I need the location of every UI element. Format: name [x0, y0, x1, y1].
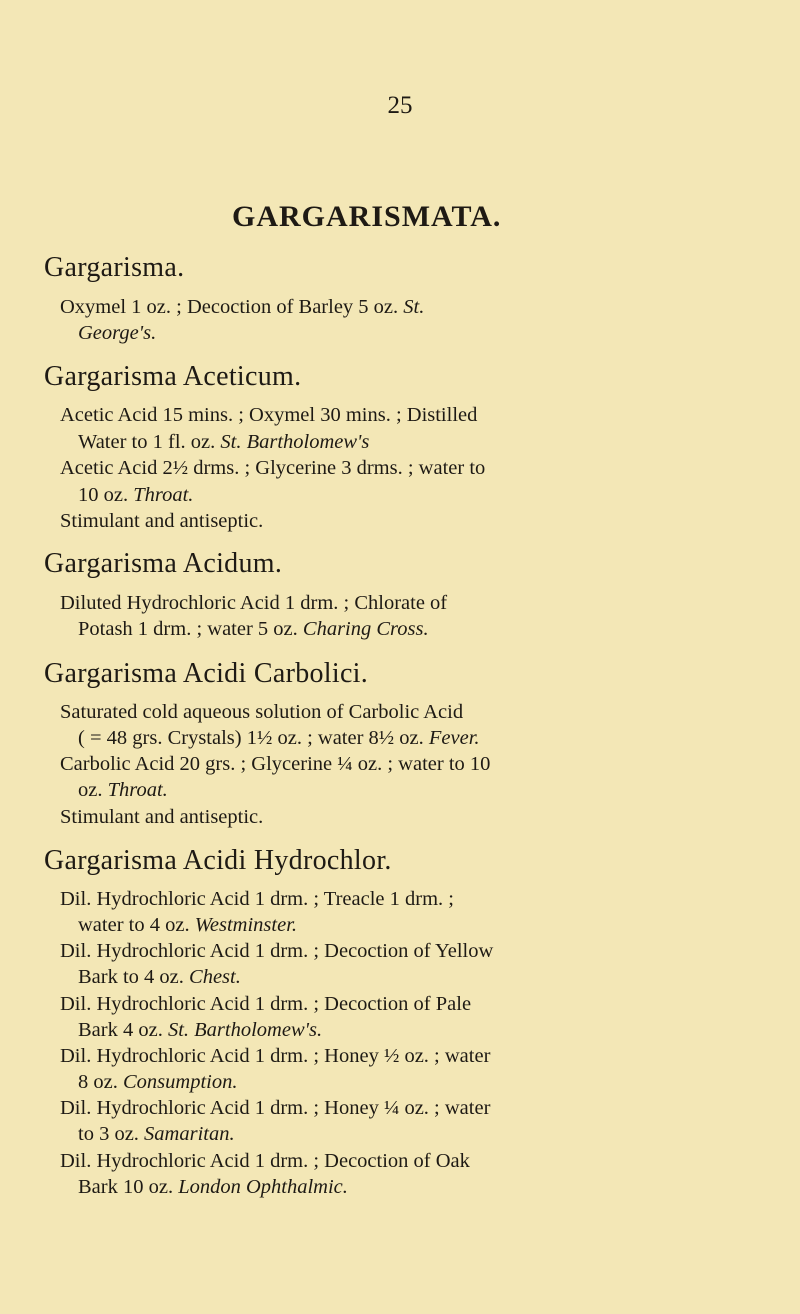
recipe-line: Dil. Hydrochloric Acid 1 drm. ; Honey ¼ oz. ; water — [60, 1097, 491, 1119]
recipe-line: Dil. Hydrochloric Acid 1 drm. ; Decoction of Yellow — [60, 940, 494, 962]
recipe-line: Dil. Hydrochloric Acid 1 drm. ; Honey ½ oz. ; water — [60, 1045, 491, 1067]
section-heading: Gargarisma Acidi Carbolici. — [44, 658, 369, 689]
recipe-line: Bark 10 oz. London Ophthalmic. — [78, 1176, 348, 1198]
recipe-line: Diluted Hydrochloric Acid 1 drm. ; Chlorate of — [60, 592, 448, 614]
recipe-line: Water to 1 fl. oz. St. Bartholomew's — [78, 431, 370, 453]
page-number: 25 — [387, 92, 413, 119]
recipe-line: Carbolic Acid 20 grs. ; Glycerine ¼ oz. ; water to 10 — [60, 753, 491, 775]
section-heading: Gargarisma Acidi Hydrochlor. — [44, 845, 392, 876]
recipe-line: oz. Throat. — [78, 779, 168, 801]
recipe-line: George's. — [78, 322, 157, 344]
section-heading: Gargarisma Acidum. — [44, 548, 283, 579]
recipe-line: Saturated cold aqueous solution of Carbolic Acid — [60, 701, 464, 723]
recipe-line: Dil. Hydrochloric Acid 1 drm. ; Decoction of Oak — [60, 1150, 470, 1172]
section-heading: Gargarisma. — [44, 252, 185, 283]
recipe-line: Dil. Hydrochloric Acid 1 drm. ; Treacle 1 drm. ; — [60, 888, 454, 910]
recipe-line: Acetic Acid 2½ drms. ; Glycerine 3 drms. ; water to — [60, 457, 486, 479]
recipe-line: Dil. Hydrochloric Acid 1 drm. ; Decoction of Pale — [60, 993, 472, 1015]
chapter-title: GARGARISMATA. — [232, 200, 502, 233]
recipe-note: Stimulant and antiseptic. — [60, 510, 264, 532]
recipe-line: water to 4 oz. Westminster. — [78, 914, 298, 936]
recipe-line: Potash 1 drm. ; water 5 oz. Charing Cross. — [78, 618, 429, 640]
recipe-note: Stimulant and antiseptic. — [60, 806, 264, 828]
recipe-line: Bark 4 oz. St. Bartholomew's. — [78, 1019, 323, 1041]
section-heading: Gargarisma Aceticum. — [44, 361, 302, 392]
recipe-line: to 3 oz. Samaritan. — [78, 1123, 235, 1145]
recipe-line: Acetic Acid 15 mins. ; Oxymel 30 mins. ; Distilled — [60, 404, 478, 426]
recipe-line: Bark to 4 oz. Chest. — [78, 966, 241, 988]
recipe-line: 10 oz. Throat. — [78, 484, 194, 506]
recipe-line: 8 oz. Consumption. — [78, 1071, 238, 1093]
recipe-line: Oxymel 1 oz. ; Decoction of Barley 5 oz. St. — [60, 296, 425, 318]
recipe-line: ( = 48 grs. Crystals) 1½ oz. ; water 8½ oz. Fever. — [78, 727, 480, 749]
